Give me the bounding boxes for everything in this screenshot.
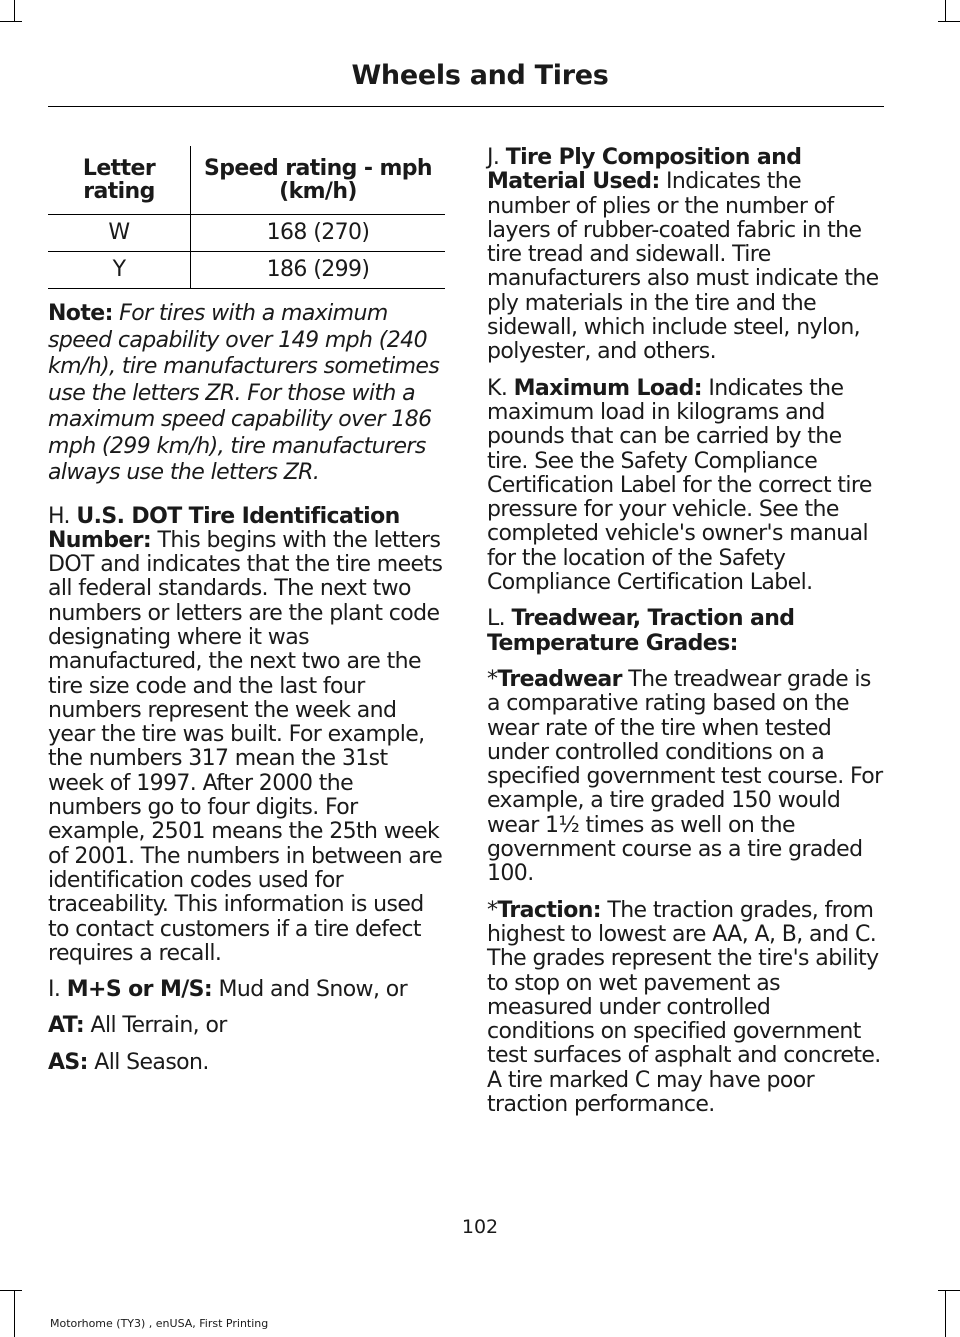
crop-mark bbox=[945, 1290, 946, 1337]
crop-mark bbox=[14, 0, 15, 22]
section-prefix: L. bbox=[487, 606, 512, 632]
crop-mark bbox=[0, 21, 22, 22]
note-text: For tires with a maximum speed capability over 149 mph (240 km/h), tire manufacturers sometimes use the letters ZR. For those with a maximum speed capability over 186 mph (299 km/h), tire manufacturers always use the letters ZR. bbox=[48, 301, 440, 485]
section-prefix: H. bbox=[48, 503, 77, 529]
section-title: Maximum Load: bbox=[513, 375, 702, 401]
crop-mark bbox=[938, 1290, 960, 1291]
table-header-row bbox=[48, 146, 445, 215]
section-title: U.S. DOT Tire Identification Number: bbox=[48, 503, 400, 553]
page-number: 102 bbox=[461, 1216, 499, 1238]
right-column bbox=[487, 146, 883, 1129]
section-text: Indicates the maximum load in kilograms and pounds that can be carried by the tire. See the Safety Compliance Certification Label for the correct tire pressure for your vehicle. See the completed vehicle's owner's manual for the location of the Safety Compliance Certification Label. bbox=[487, 375, 872, 596]
section-prefix: K. bbox=[487, 375, 514, 401]
note-label: Note: bbox=[48, 301, 113, 326]
section-l bbox=[487, 607, 883, 656]
section-prefix: * bbox=[487, 897, 498, 923]
section-title: AT: bbox=[48, 1013, 85, 1039]
table-header-letter: Letter rating bbox=[48, 146, 191, 215]
section-prefix: I. bbox=[48, 977, 67, 1003]
section-title: Tire Ply Composition and Material Used: bbox=[487, 145, 802, 195]
section-traction bbox=[487, 899, 883, 1118]
section-i bbox=[48, 978, 448, 1002]
section-text: All Terrain, or bbox=[84, 1013, 227, 1039]
left-column bbox=[48, 146, 448, 1087]
table-cell: Y bbox=[48, 252, 191, 289]
crop-mark bbox=[938, 21, 960, 22]
section-title: Treadwear bbox=[497, 666, 622, 692]
section-h bbox=[48, 505, 448, 967]
section-text: Indicates the number of plies or the number of layers of rubber-coated fabric in the tire tread and sidewall. Tire manufacturers also must indicate the ply materials in the tire and the sidewall, which include steel, nylon, polyester, and others. bbox=[487, 169, 879, 365]
section-j bbox=[487, 146, 883, 365]
section-as bbox=[48, 1051, 448, 1075]
section-prefix: * bbox=[487, 666, 498, 692]
table-row bbox=[48, 252, 445, 289]
footer-text: Motorhome (TY3) , enUSA, First Printing bbox=[50, 1317, 269, 1330]
table-cell: W bbox=[48, 215, 191, 252]
section-title: Treadwear, Traction and Temperature Grades: bbox=[487, 606, 795, 656]
crop-mark bbox=[14, 1290, 15, 1337]
note-paragraph bbox=[48, 301, 448, 487]
table-row bbox=[48, 215, 445, 252]
header-divider bbox=[48, 106, 884, 107]
section-at bbox=[48, 1014, 448, 1038]
table-header-speed: Speed rating - mph (km/h) bbox=[191, 146, 446, 215]
section-treadwear bbox=[487, 668, 883, 887]
section-title: M+S or M/S: bbox=[66, 977, 213, 1003]
section-text: The treadwear grade is a comparative rating based on the wear rate of the tire when tested under controlled conditions on a specified government test course. For example, a tire graded 150 would wear 1½ times as well on the government course as a tire graded 100. bbox=[487, 666, 883, 887]
section-prefix: J. bbox=[487, 145, 506, 170]
table-cell: 186 (299) bbox=[191, 252, 446, 289]
crop-mark bbox=[0, 1290, 22, 1291]
section-text: This begins with the letters DOT and indicates that the tire meets all federal standards. The next two numbers or letters are the plant code designating where it was manufactured, the next two are the tire size code and the last four numbers represent the week and year the tire was built. For example, the numbers 317 mean the 31st week of 1997. After 2000 the numbers go to four digits. For example, 2501 means the 25th week of 2001. The numbers in between are identification codes used for traceability. This information is used to contact customers if a tire defect requires a recall. bbox=[48, 527, 443, 966]
section-text: Mud and Snow, or bbox=[212, 977, 408, 1003]
page-title: Wheels and Tires bbox=[351, 60, 609, 91]
section-text: All Season. bbox=[87, 1049, 209, 1075]
section-k bbox=[487, 377, 883, 596]
table-cell: 168 (270) bbox=[191, 215, 446, 252]
crop-mark bbox=[945, 0, 946, 22]
section-text: The traction grades, from highest to lowest are AA, A, B, and C. The grades represent the tire's ability to stop on wet pavement as measured under controlled conditions on specified government test surfaces of asphalt and concrete. A tire marked C may have poor traction performance. bbox=[487, 897, 881, 1117]
speed-rating-table bbox=[48, 146, 445, 289]
section-title: AS: bbox=[48, 1049, 88, 1075]
section-title: Traction: bbox=[497, 897, 601, 923]
